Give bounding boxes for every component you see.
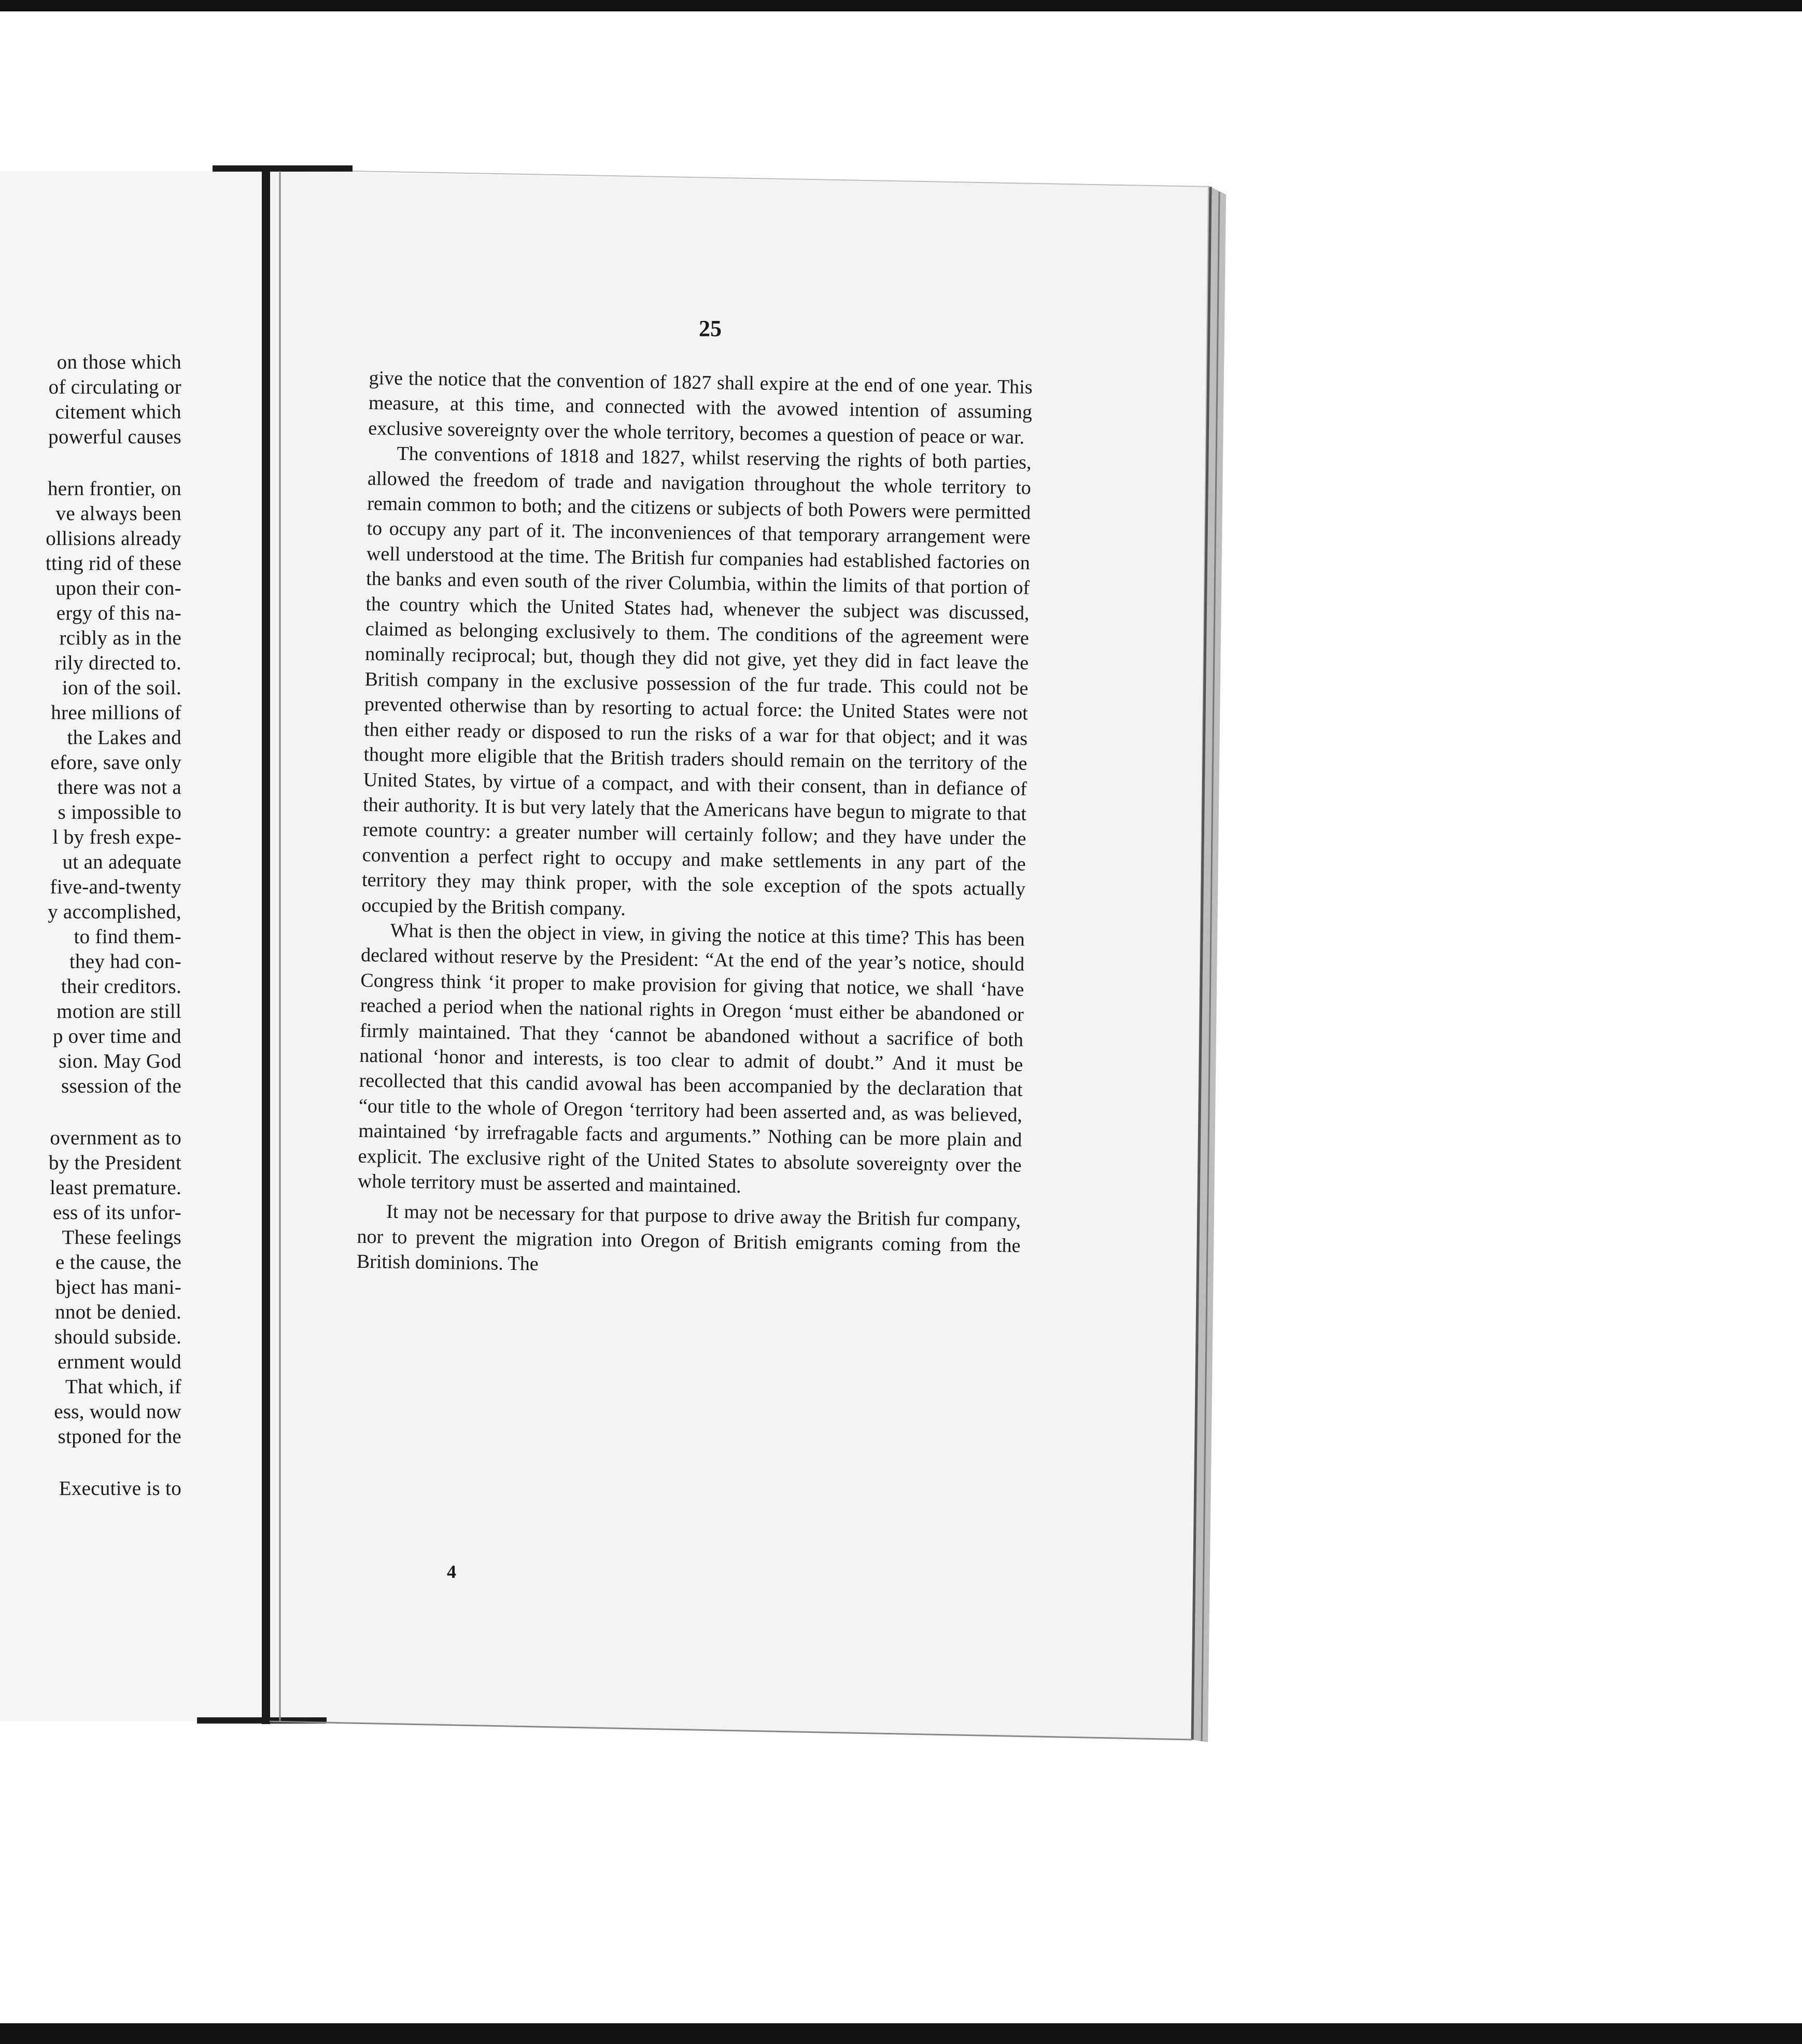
left-page-line: by the President: [48, 1152, 181, 1174]
left-page-line: motion are still: [57, 1000, 181, 1023]
left-page-line: ut an adequate: [62, 851, 181, 873]
binding-gutter: [262, 169, 270, 1724]
page-number: 25: [699, 316, 722, 341]
left-page-line: ernment would: [58, 1351, 181, 1373]
left-page-line: citement which: [55, 401, 181, 423]
left-page-line: rily directed to.: [54, 652, 181, 674]
body-text: [357, 366, 1033, 1283]
scan-frame-bottom: [0, 2023, 1802, 2044]
left-page-line: [0, 450, 181, 477]
left-page-line: powerful causes: [48, 426, 181, 448]
scan-frame-top: [0, 0, 1802, 11]
paragraph: What is then the object in view, in giving the notice at this time? This has been declared without reserve by the President: “At the end of the year’s notice, should Congress think ‘it proper to make provision for giving that notice, we shall ‘have reached a period when the national rights in Oregon ‘must either be abandoned or firmly maintained. That they ‘cannot be abandoned without a sacrifice of both national ‘honor and interests, is too clear to admit of doubt.” And it must be recollected that this candid avowal has been accompanied by the declaration that “our title to the whole of Oregon ‘territory had been asserted and, as was believed, maintained ‘by irrefragable facts and arguments.” Nothing can be more plain and explicit. The exclusive right of the United States to absolute sovereignty over the whole territory must be asserted and maintained.: [357, 919, 1025, 1198]
paragraph: give the notice that the convention of 1827 shall expire at the end of one year. This measure, at this time, and connected with the avowed intention of assuming exclusive sovereignty over the whole territory, becomes a question of peace or war.: [368, 367, 1033, 449]
left-page-line: their creditors.: [61, 975, 181, 998]
left-page-line: five-and-twenty: [50, 876, 181, 898]
left-page-line: ve always been: [55, 502, 181, 525]
left-page-line: s impossible to: [58, 801, 181, 823]
left-page-line: [0, 1099, 181, 1126]
left-page-line: ess, would now: [54, 1401, 181, 1423]
left-page-line: e the cause, the: [55, 1251, 181, 1273]
signature-mark: 4: [447, 1561, 456, 1582]
left-page-line: upon their con-: [55, 577, 181, 599]
paragraph: It may not be necessary for that purpose to drive away the British fur company, nor to prevent the migration into Oregon of British emigrants coming from the British dominions. The: [356, 1201, 1021, 1275]
left-page-line: on those which: [57, 351, 181, 373]
left-page-line: hern frontier, on: [47, 478, 181, 500]
left-page-line: nnot be denied.: [55, 1301, 181, 1323]
left-page-line: hree millions of: [51, 702, 181, 724]
left-page-line: they had con-: [69, 950, 181, 973]
left-page-line: l by fresh expe-: [52, 826, 181, 848]
left-page-line: That which, if: [65, 1376, 181, 1398]
left-page-line: rcibly as in the: [59, 627, 181, 649]
left-page-line: the Lakes and: [67, 726, 181, 749]
left-page-line: overnment as to: [50, 1127, 181, 1149]
left-page-line: ollisions already: [46, 527, 181, 550]
left-page-line: [0, 1449, 181, 1476]
left-page-line: of circulating or: [48, 376, 181, 398]
paragraph: The conventions of 1818 and 1827, whilst reserving the rights of both parties, allowed the freedom of trade and navigation throughout the whole territory to remain common to both; and the citizens or subjects of both Powers were permitted to occupy any part of it. The inconveniences of that temporary arrangement were well understood at the time. The British fur companies had established factories on the banks and even south of the river Columbia, within the limits of that portion of the country which the United States had, whenever the subject was discussed, claimed as belonging exclusively to them. The conditions of the agreement were nominally reciprocal; but, though they did not give, yet they did in fact leave the British company in the exclusive possession of the fur trade. This could not be prevented otherwise than by resorting to actual force: the United States were not then either ready or disposed to run the risks of a war for that object; and it was thought more eligible that the British traders should remain on the territory of the United States, by virtue of a compact, and with their consent, than in defiance of their authority. It is but very lately that the Americans have begun to migrate to that remote country: a greater number will certainly follow; and they have under the convention a perfect right to occupy and make settlements in any part of the territory they may think proper, with the sole exception of the spots actually occupied by the British company.: [361, 442, 1032, 920]
left-page-line: stponed for the: [58, 1425, 181, 1448]
left-page-line: y accomplished,: [48, 901, 181, 923]
left-page-line: bject has mani-: [55, 1276, 181, 1298]
left-page-line: ess of its unfor-: [52, 1201, 181, 1224]
left-page-line: there was not a: [57, 776, 181, 799]
left-page-text: [0, 350, 181, 1501]
left-page-line: efore, save only: [50, 751, 181, 774]
left-page-line: p over time and: [52, 1025, 181, 1047]
left-page-line: Executive is to: [59, 1477, 181, 1500]
left-page-line: should subside.: [54, 1326, 181, 1348]
left-page-line: ergy of this na-: [56, 602, 181, 624]
left-page-line: These feelings: [62, 1226, 181, 1249]
left-page-line: tting rid of these: [45, 552, 181, 575]
left-page-line: ssession of the: [61, 1075, 181, 1097]
left-page-line: sion. May God: [59, 1050, 181, 1072]
left-page-line: ion of the soil.: [62, 677, 181, 699]
left-page-line: to find them-: [74, 926, 181, 948]
left-page-line: least premature.: [50, 1177, 181, 1199]
